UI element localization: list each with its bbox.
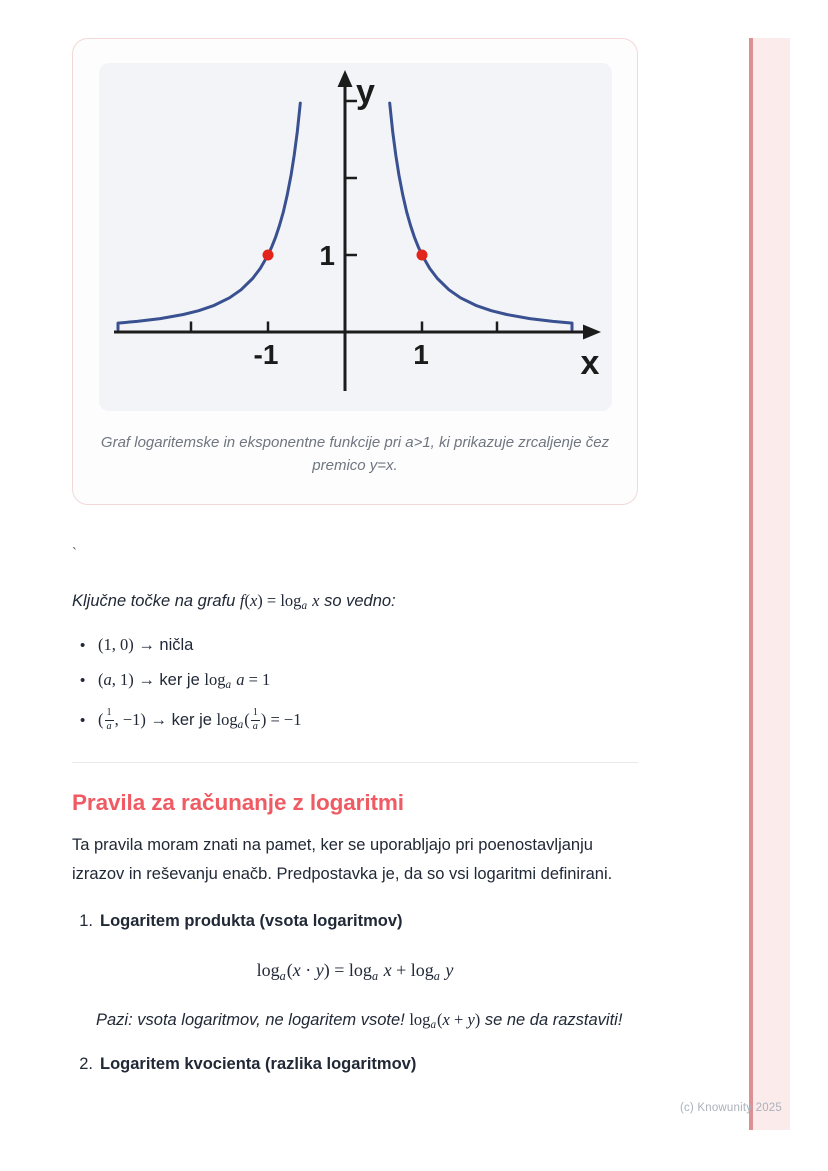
rule-item-1 xyxy=(72,910,638,933)
list-item-text: ( $\frac{1}{a}$ , −1) → ker je loga( $\frac{1}{a}$ ) = −1 xyxy=(98,707,302,732)
curve-left-branch xyxy=(118,103,300,329)
list-item xyxy=(72,634,638,657)
y-axis-arrow-icon xyxy=(337,70,352,87)
rule-title: Logaritem produkta (vsota logaritmov) xyxy=(100,912,403,931)
rules-paragraph: Ta pravila moram znati na pamet, ker se uporabljajo pri poenostavljanju izrazov in reševanju enačb. Predpostavka je, da so vsi logaritmi definirani. xyxy=(72,836,613,883)
note-page-content xyxy=(72,0,638,1076)
y-axis-ticks xyxy=(345,101,357,255)
list-item xyxy=(72,669,638,696)
rule-number: 1. xyxy=(79,912,93,931)
figure-caption: Graf logaritemske in eksponentne funkcije pri a>1, ki prikazuje zrcaljenje čez premico y=x. xyxy=(100,434,610,475)
section-divider xyxy=(72,762,638,763)
graph-plot-area xyxy=(99,63,612,411)
log-graph-svg xyxy=(99,63,612,411)
marked-point-right xyxy=(416,250,427,261)
list-item-text: (a, 1) → ker je loga a = 1 xyxy=(98,670,271,692)
x-tick-label-neg1: -1 xyxy=(253,339,278,370)
rule-title: Logaritem kvocienta (razlika logaritmov) xyxy=(100,1054,417,1073)
bullet-icon: • xyxy=(80,637,86,655)
x-axis-label: x xyxy=(580,344,599,382)
list-item xyxy=(72,708,638,736)
y-axis-label: y xyxy=(355,73,375,111)
curve-right-branch xyxy=(389,103,571,329)
y-tick-label-1: 1 xyxy=(318,240,335,271)
warning-note: Pazi: vsota logaritmov, ne logaritem vsote! loga(x + y) se ne da razstaviti! xyxy=(96,1009,623,1031)
product-rule-formula: loga(x · y) = loga x + loga y xyxy=(256,960,454,983)
list-item-text: (1, 0) → ničla xyxy=(98,635,194,655)
rule-number: 2. xyxy=(79,1054,93,1073)
stray-backtick: ` xyxy=(72,545,77,562)
bullet-icon: • xyxy=(80,672,86,690)
key-points-intro: Ključne točke na grafu f(x) = loga x so vedno: xyxy=(72,591,396,613)
figure-card xyxy=(72,38,638,505)
bullet-icon: • xyxy=(80,712,86,730)
copyright-text: (c) Knowunity 2025 xyxy=(679,1102,782,1114)
page-edge-stripe xyxy=(749,38,790,1130)
x-axis-arrow-icon xyxy=(583,325,601,340)
x-tick-label-pos1: 1 xyxy=(412,339,429,370)
section-heading: Pravila za računanje z logaritmi xyxy=(72,790,404,816)
rule-item-2 xyxy=(72,1053,638,1076)
marked-point-left xyxy=(262,250,273,261)
key-points-list xyxy=(72,634,638,736)
